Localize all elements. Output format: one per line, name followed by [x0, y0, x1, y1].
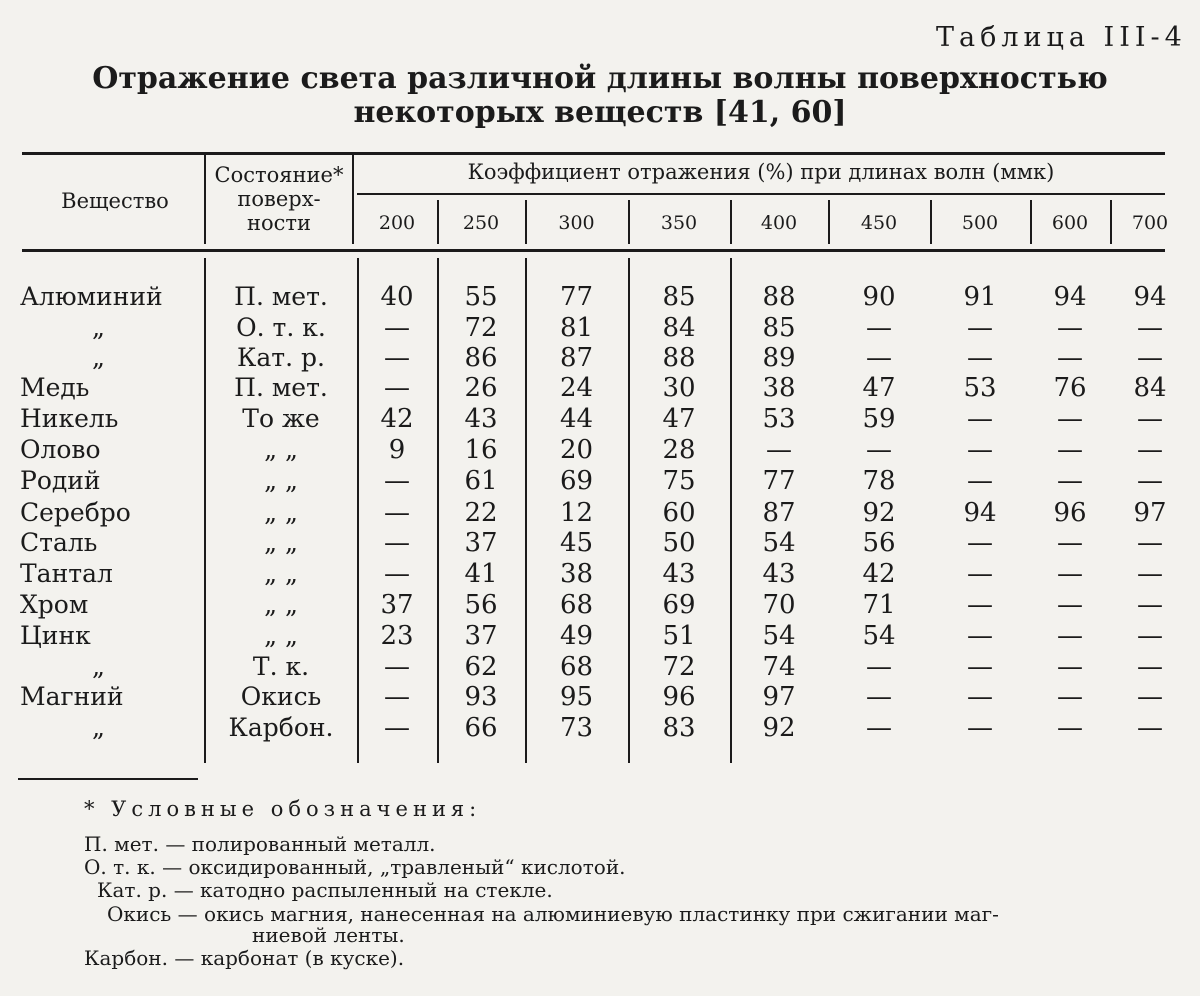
- value-cell: 37: [464, 528, 498, 558]
- value-cell: 42: [380, 404, 414, 434]
- value-cell: —: [384, 713, 410, 743]
- condition-cell: „ „: [264, 435, 298, 464]
- value-cell: 53: [762, 404, 796, 434]
- value-cell: —: [384, 466, 410, 496]
- condition-cell: П. мет.: [234, 373, 328, 402]
- value-cell: —: [967, 404, 993, 434]
- condition-cell: То же: [242, 404, 320, 433]
- value-cell: 75: [662, 466, 696, 496]
- value-cell: —: [866, 682, 892, 712]
- substance-cell: „: [92, 713, 105, 742]
- value-cell: 71: [862, 590, 896, 620]
- wavelength-header: 300: [558, 212, 595, 234]
- title-line-1: Отражение света различной длины волны поверхностью: [92, 61, 1108, 96]
- value-cell: —: [967, 435, 993, 465]
- value-cell: —: [384, 682, 410, 712]
- value-cell: —: [1137, 713, 1163, 743]
- value-cell: 54: [762, 528, 796, 558]
- value-cell: 93: [464, 682, 498, 712]
- condition-header-line-1: Состояние*: [214, 163, 344, 187]
- value-cell: 56: [862, 528, 896, 558]
- value-cell: 84: [1133, 373, 1167, 403]
- value-cell: 92: [762, 713, 796, 743]
- substance-cell: Родий: [20, 466, 101, 495]
- condition-cell: „ „: [264, 498, 298, 527]
- value-cell: —: [384, 373, 410, 403]
- value-cell: —: [967, 682, 993, 712]
- value-cell: 97: [762, 682, 796, 712]
- value-cell: —: [866, 713, 892, 743]
- value-cell: —: [866, 313, 892, 343]
- table-label: Таблица III-4: [936, 22, 1187, 53]
- value-cell: 73: [559, 713, 594, 743]
- value-cell: —: [384, 313, 410, 343]
- substance-cell: Серебро: [20, 498, 131, 527]
- wavelength-header: 250: [462, 212, 500, 234]
- substance-cell: „: [92, 652, 105, 681]
- value-cell: —: [384, 528, 410, 558]
- value-cell: 37: [464, 621, 498, 651]
- substance-cell: Медь: [20, 373, 90, 402]
- value-cell: 66: [464, 713, 498, 743]
- value-cell: —: [967, 652, 993, 682]
- value-cell: —: [1057, 466, 1083, 496]
- header-divider: [352, 152, 354, 244]
- value-cell: 43: [464, 404, 498, 434]
- value-cell: —: [967, 590, 993, 620]
- value-cell: —: [967, 713, 993, 743]
- value-cell: 23: [380, 621, 414, 651]
- condition-cell: „ „: [264, 590, 298, 619]
- condition-cell: О. т. к.: [236, 313, 326, 342]
- value-cell: —: [1137, 343, 1163, 373]
- wavelength-header: 500: [961, 212, 999, 234]
- condition-cell: Карбон.: [228, 713, 334, 742]
- value-cell: 69: [559, 466, 594, 496]
- value-cell: 43: [662, 559, 696, 589]
- value-cell: 83: [662, 713, 696, 743]
- value-cell: 50: [662, 528, 696, 558]
- value-cell: —: [1057, 713, 1083, 743]
- condition-cell: „ „: [264, 621, 298, 650]
- substance-cell: Алюминий: [20, 282, 163, 311]
- value-cell: 77: [762, 466, 796, 496]
- value-cell: 70: [762, 590, 796, 620]
- condition-header-line-2: поверх-: [237, 187, 321, 211]
- condition-cell: Кат. р.: [237, 343, 325, 372]
- value-cell: 9: [388, 435, 406, 465]
- value-cell: —: [1137, 559, 1163, 589]
- substance-cell: Никель: [20, 404, 119, 433]
- wavelength-header: 400: [760, 212, 798, 234]
- value-cell: —: [1057, 590, 1083, 620]
- value-cell: 47: [862, 373, 896, 403]
- value-cell: 95: [559, 682, 594, 712]
- value-cell: 85: [662, 282, 696, 312]
- note: Кат. р. — катодно распыленный на стекле.: [97, 878, 553, 902]
- value-cell: 53: [963, 373, 997, 403]
- substance-cell: Хром: [20, 590, 89, 619]
- value-cell: —: [1057, 435, 1083, 465]
- value-cell: —: [866, 435, 892, 465]
- value-cell: —: [866, 343, 892, 373]
- value-cell: 72: [662, 652, 696, 682]
- value-cell: —: [766, 435, 792, 465]
- value-cell: 77: [559, 282, 594, 312]
- title-line-2: некоторых веществ [41, 60]: [353, 95, 847, 130]
- coefficient-header: Коэффициент отражения (%) при длинах волн (ммк): [467, 160, 1055, 184]
- value-cell: 42: [862, 559, 896, 589]
- value-cell: 30: [662, 373, 696, 403]
- value-cell: 78: [862, 466, 896, 496]
- value-cell: 96: [1053, 498, 1087, 528]
- value-cell: 38: [559, 559, 594, 589]
- value-cell: 87: [762, 498, 796, 528]
- value-cell: 86: [464, 343, 498, 373]
- table-title: [0, 62, 1200, 130]
- value-cell: 47: [662, 404, 696, 434]
- condition-cell: „ „: [264, 466, 298, 495]
- value-cell: —: [384, 559, 410, 589]
- value-cell: 97: [1133, 498, 1167, 528]
- condition-cell: П. мет.: [234, 282, 328, 311]
- value-cell: 55: [464, 282, 498, 312]
- value-cell: 94: [1053, 282, 1087, 312]
- value-cell: 51: [662, 621, 696, 651]
- value-cell: —: [1057, 682, 1083, 712]
- value-cell: —: [1137, 682, 1163, 712]
- header-bottom-rule: [22, 249, 1165, 252]
- value-cell: —: [384, 652, 410, 682]
- wavelength-header: 450: [860, 212, 898, 234]
- value-cell: —: [1137, 435, 1163, 465]
- value-cell: 26: [464, 373, 498, 403]
- substance-header: Вещество: [61, 189, 169, 213]
- value-cell: 20: [559, 435, 594, 465]
- value-cell: —: [1137, 590, 1163, 620]
- value-cell: 28: [662, 435, 696, 465]
- value-cell: 81: [559, 313, 594, 343]
- substance-cell: „: [92, 343, 105, 372]
- value-cell: 74: [762, 652, 796, 682]
- value-cell: —: [967, 528, 993, 558]
- value-cell: 68: [559, 652, 594, 682]
- value-cell: 85: [762, 313, 796, 343]
- substance-cell: „: [92, 313, 105, 342]
- value-cell: —: [967, 313, 993, 343]
- value-cell: 59: [862, 404, 896, 434]
- value-cell: 87: [559, 343, 594, 373]
- note: П. мет. — полированный металл.: [84, 832, 436, 856]
- value-cell: 88: [762, 282, 796, 312]
- value-cell: —: [1137, 621, 1163, 651]
- value-cell: 22: [464, 498, 498, 528]
- value-cell: 91: [963, 282, 997, 312]
- value-cell: —: [1057, 652, 1083, 682]
- value-cell: 44: [559, 404, 594, 434]
- value-cell: 76: [1053, 373, 1087, 403]
- value-cell: 41: [464, 559, 498, 589]
- value-cell: —: [1057, 528, 1083, 558]
- value-cell: 88: [662, 343, 696, 373]
- value-cell: 72: [464, 313, 498, 343]
- coef-underline: [357, 193, 1165, 195]
- value-cell: 49: [559, 621, 594, 651]
- note: О. т. к. — оксидированный, „травленый“ кислотой.: [84, 855, 626, 879]
- bottom-rule: [18, 778, 198, 780]
- value-cell: —: [1137, 404, 1163, 434]
- value-cell: 69: [662, 590, 696, 620]
- value-cell: 89: [762, 343, 796, 373]
- value-cell: —: [1137, 652, 1163, 682]
- value-cell: 96: [662, 682, 696, 712]
- value-cell: 12: [559, 498, 594, 528]
- value-cell: —: [1057, 621, 1083, 651]
- value-cell: 62: [464, 652, 498, 682]
- substance-cell: Тантал: [20, 559, 113, 588]
- value-cell: 24: [559, 373, 594, 403]
- value-cell: —: [967, 466, 993, 496]
- condition-cell: „ „: [264, 528, 298, 557]
- value-cell: 61: [464, 466, 498, 496]
- substance-cell: Магний: [20, 682, 124, 711]
- wavelength-header: 600: [1051, 212, 1089, 234]
- value-cell: —: [967, 621, 993, 651]
- value-cell: —: [1137, 466, 1163, 496]
- wavelength-header: 350: [660, 212, 698, 234]
- note: ниевой ленты.: [252, 923, 405, 947]
- value-cell: 38: [762, 373, 796, 403]
- value-cell: —: [967, 559, 993, 589]
- value-cell: 92: [862, 498, 896, 528]
- wavelength-header: 200: [378, 212, 416, 234]
- value-cell: —: [1137, 313, 1163, 343]
- value-cell: 54: [862, 621, 896, 651]
- note: Окись — окись магния, нанесенная на алюминиевую пластинку при сжигании маг-: [107, 902, 999, 926]
- substance-cell: Олово: [20, 435, 101, 464]
- value-cell: 40: [380, 282, 414, 312]
- value-cell: 94: [963, 498, 997, 528]
- condition-cell: Окись: [240, 682, 322, 711]
- wavelength-header: 700: [1131, 212, 1169, 234]
- value-cell: 16: [464, 435, 498, 465]
- value-cell: 43: [762, 559, 796, 589]
- value-cell: 54: [762, 621, 796, 651]
- value-cell: 60: [662, 498, 696, 528]
- value-cell: —: [866, 652, 892, 682]
- value-cell: —: [1057, 559, 1083, 589]
- value-cell: 37: [380, 590, 414, 620]
- top-rule: [22, 152, 1165, 155]
- condition-header-line-3: ности: [246, 211, 311, 235]
- condition-cell: „ „: [264, 559, 298, 588]
- condition-cell: Т. к.: [252, 652, 310, 681]
- value-cell: —: [384, 343, 410, 373]
- value-cell: —: [384, 498, 410, 528]
- value-cell: —: [967, 343, 993, 373]
- condition-header: [206, 163, 352, 235]
- value-cell: —: [1057, 343, 1083, 373]
- value-cell: 94: [1133, 282, 1167, 312]
- value-cell: 56: [464, 590, 498, 620]
- value-cell: 90: [862, 282, 896, 312]
- value-cell: 68: [559, 590, 594, 620]
- substance-cell: Цинк: [20, 621, 91, 650]
- notes-title: * Условные обозначения:: [84, 797, 482, 821]
- value-cell: —: [1137, 528, 1163, 558]
- substance-cell: Сталь: [20, 528, 98, 557]
- value-cell: —: [1057, 404, 1083, 434]
- value-cell: 45: [559, 528, 594, 558]
- value-cell: 84: [662, 313, 696, 343]
- note: Карбон. — карбонат (в куске).: [84, 946, 405, 970]
- value-cell: —: [1057, 313, 1083, 343]
